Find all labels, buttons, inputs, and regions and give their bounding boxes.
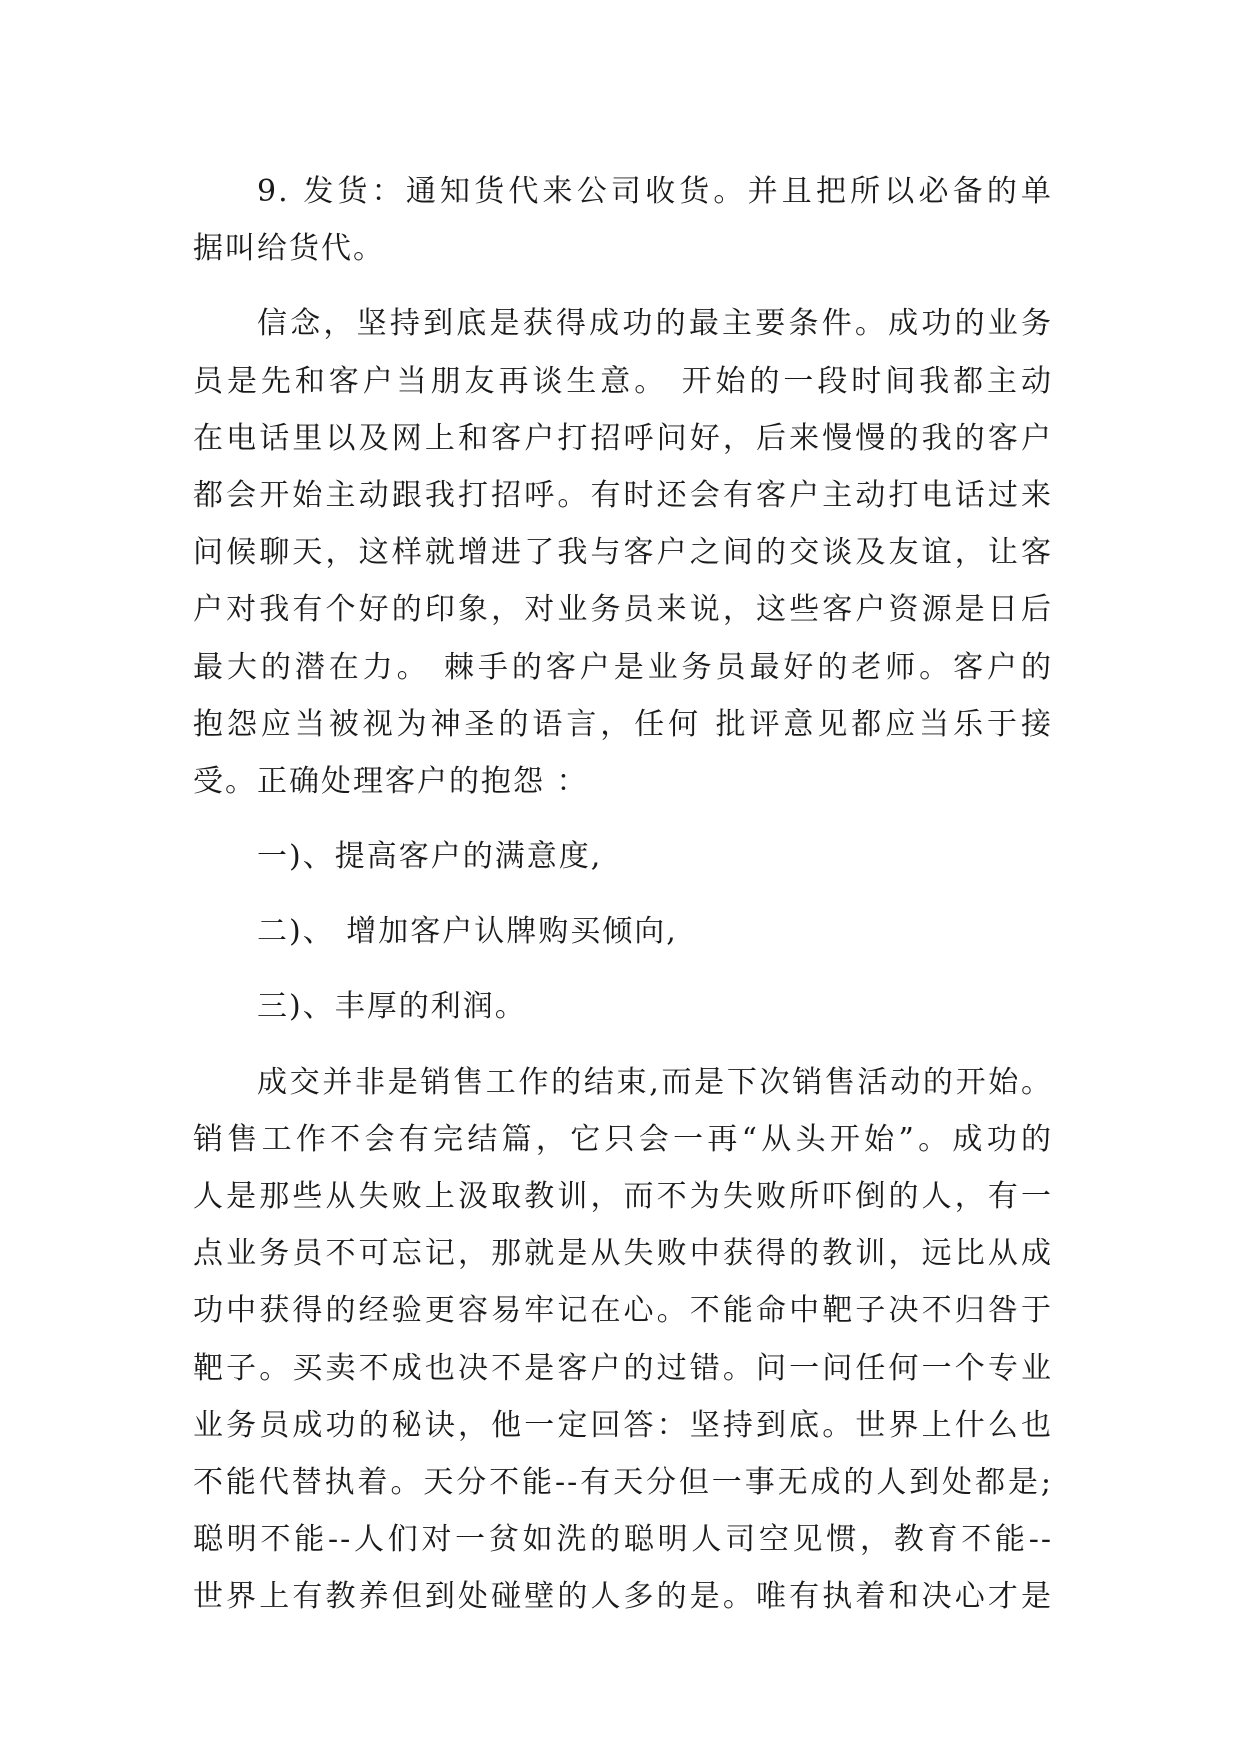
text-line: 最大的潜在力。 棘手的客户是业务员最好的老师。客户的: [193, 649, 1053, 685]
text-line: 一)、提高客户的满意度,: [257, 839, 603, 875]
text-line: 据叫给货代。: [193, 231, 385, 267]
text-line: 抱怨应当被视为神圣的语言，任何 批评意见都应当乐于接: [193, 706, 1053, 742]
text-line: 人是那些从失败上汲取教训，而不为失败所吓倒的人，有一: [193, 1179, 1053, 1214]
paragraph-gap: [193, 885, 1053, 903]
text-line: 世界上有教养但到处碰壁的人多的是。唯有执着和决心才是: [193, 1579, 1053, 1615]
text-line: 户对我有个好的印象，对业务员来说，这些客户资源是日后: [193, 592, 1053, 628]
text-line: 员是先和客户当朋友再谈生意。 开始的一段时间我都主动: [193, 363, 1053, 399]
text-line: 靶子。买卖不成也决不是客户的过错。问一问任何一个专业: [193, 1350, 1053, 1386]
paragraph-gap: [193, 277, 1053, 295]
text-line: 业务员成功的秘诀，他一定回答：坚持到底。世界上什么也: [193, 1407, 1053, 1443]
document-body: [193, 163, 1053, 1626]
text-line: 销售工作不会有完结篇，它只会一再“从头开始”。成功的: [193, 1121, 1053, 1157]
paragraph-gap: [193, 960, 1053, 978]
text-line: 二)、 增加客户认牌购买倾向,: [257, 914, 678, 950]
text-line: 都会开始主动跟我打招呼。有时还会有客户主动打电话过来: [193, 477, 1053, 513]
text-line: 在电话里以及网上和客户打招呼问好，后来慢慢的我的客户: [193, 420, 1053, 456]
text-line: 不能代替执着。天分不能--有天分但一事无成的人到处都是;: [193, 1464, 1053, 1500]
paragraph-gap: [193, 1036, 1053, 1054]
text-line: 聪明不能--人们对一贫如洗的聪明人司空见惯，教育不能--: [193, 1522, 1053, 1558]
text-line: 成交并非是销售工作的结束,而是下次销售活动的开始。: [257, 1064, 1053, 1100]
text-line: 三)、丰厚的利润。: [257, 989, 527, 1025]
text-line: 功中获得的经验更容易牢记在心。不能命中靶子决不归咎于: [193, 1293, 1053, 1329]
text-line: 受。正确处理客户的抱怨 ：: [193, 763, 589, 799]
text-line: 信念，坚持到底是获得成功的最主要条件。成功的业务: [257, 306, 1053, 342]
text-line: 问候聊天，这样就增进了我与客户之间的交谈及友谊，让客: [193, 535, 1053, 571]
text-line: 9. 发货：通知货代来公司收货。并且把所以必备的单: [257, 174, 1053, 209]
paragraph-gap: [193, 810, 1053, 828]
text-line: 点业务员不可忘记，那就是从失败中获得的教训，远比从成: [193, 1236, 1053, 1272]
